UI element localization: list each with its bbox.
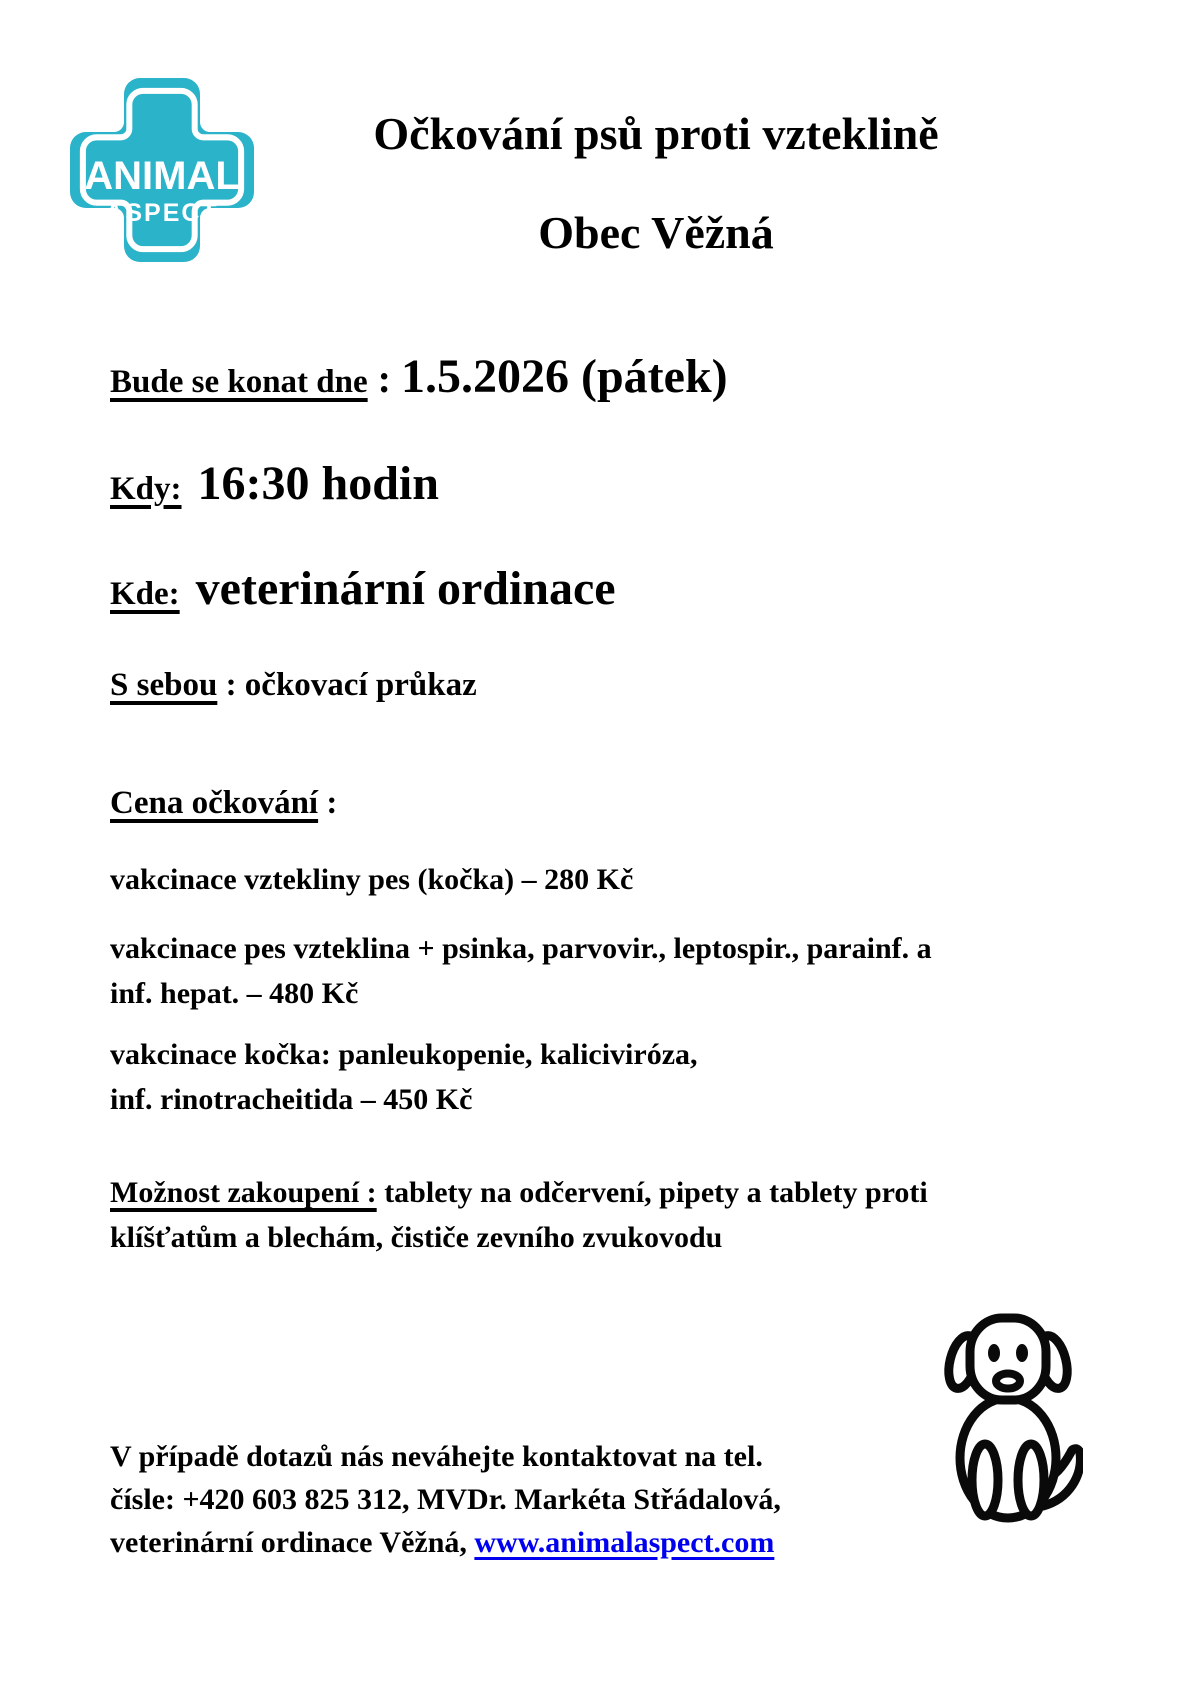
event-date-row (110, 348, 1140, 417)
date-label: Bude se konat dne (110, 364, 368, 400)
price-line: vakcinace vztekliny pes (kočka) – 280 Kč (110, 863, 634, 896)
event-time-row (110, 455, 1140, 524)
date-value: 1.5.2026 (pátek) (400, 350, 728, 403)
dog-nose (996, 1374, 1020, 1389)
bring-label: S sebou (110, 667, 218, 703)
dog-front-leg-right (1018, 1444, 1044, 1516)
page-title: Očkování psů proti vzteklině (373, 108, 939, 159)
pricing-heading-colon: : (318, 785, 338, 821)
place-label: Kde: (110, 576, 180, 612)
price-item (110, 1032, 1140, 1122)
dog-front-leg-left (972, 1444, 998, 1516)
dog-icon (933, 1308, 1083, 1523)
purchase-text-1: tablety na odčervení, pipety a tablety proti (376, 1176, 928, 1209)
time-label: Kdy: (110, 471, 182, 507)
pricing-heading-row (110, 783, 1140, 829)
price-line: inf. rinotracheitida – 450 Kč (110, 1083, 473, 1116)
contact-line-1: V případě dotazů nás neváhejte kontaktovat na tel. (110, 1440, 763, 1473)
purchase-label: Možnost zakoupení : (110, 1176, 377, 1209)
price-item (110, 857, 1140, 902)
dog-eye-left (988, 1344, 1000, 1362)
dog-eye-right (1016, 1344, 1028, 1362)
bring-row (110, 665, 1140, 711)
header (0, 0, 1200, 270)
price-line: vakcinace kočka: panleukopenie, kaliciviróza, (110, 1038, 698, 1071)
place-value: veterinární ordinace (195, 562, 616, 615)
contact-paragraph (110, 1435, 870, 1564)
date-separator: : (367, 356, 401, 401)
pricing-heading: Cena očkování (110, 785, 319, 821)
title-block (262, 70, 1200, 261)
time-value: 16:30 hodin (197, 457, 439, 510)
bring-value: : očkovací průkaz (217, 667, 477, 703)
event-place-row (110, 560, 1140, 629)
cross-logo-icon (62, 70, 262, 270)
purchase-line-1 (110, 1170, 1120, 1215)
purchase-text-2: klíšťatům a blechám, čističe zevního zvukovodu (110, 1221, 723, 1254)
animal-aspect-logo (62, 70, 262, 270)
contact-line-3-prefix: veterinární ordinace Věžná, (110, 1526, 475, 1559)
contact-line-3 (110, 1521, 870, 1564)
price-line: inf. hepat. – 480 Kč (110, 977, 359, 1010)
logo-word-animal: ANIMAL (84, 154, 240, 198)
price-item (110, 926, 1140, 1016)
price-line: vakcinace pes vzteklina + psinka, parvovir., leptospir., parainf. a (110, 932, 932, 965)
purchase-paragraph (110, 1170, 1120, 1260)
website-link[interactable]: www.animalaspect.com (474, 1526, 775, 1559)
logo-word-aspect: ASPECT (105, 199, 219, 227)
contact-line-2: čísle: +420 603 825 312, MVDr. Markéta Střádalová, (110, 1483, 781, 1516)
page-subtitle: Obec Věžná (538, 207, 774, 258)
